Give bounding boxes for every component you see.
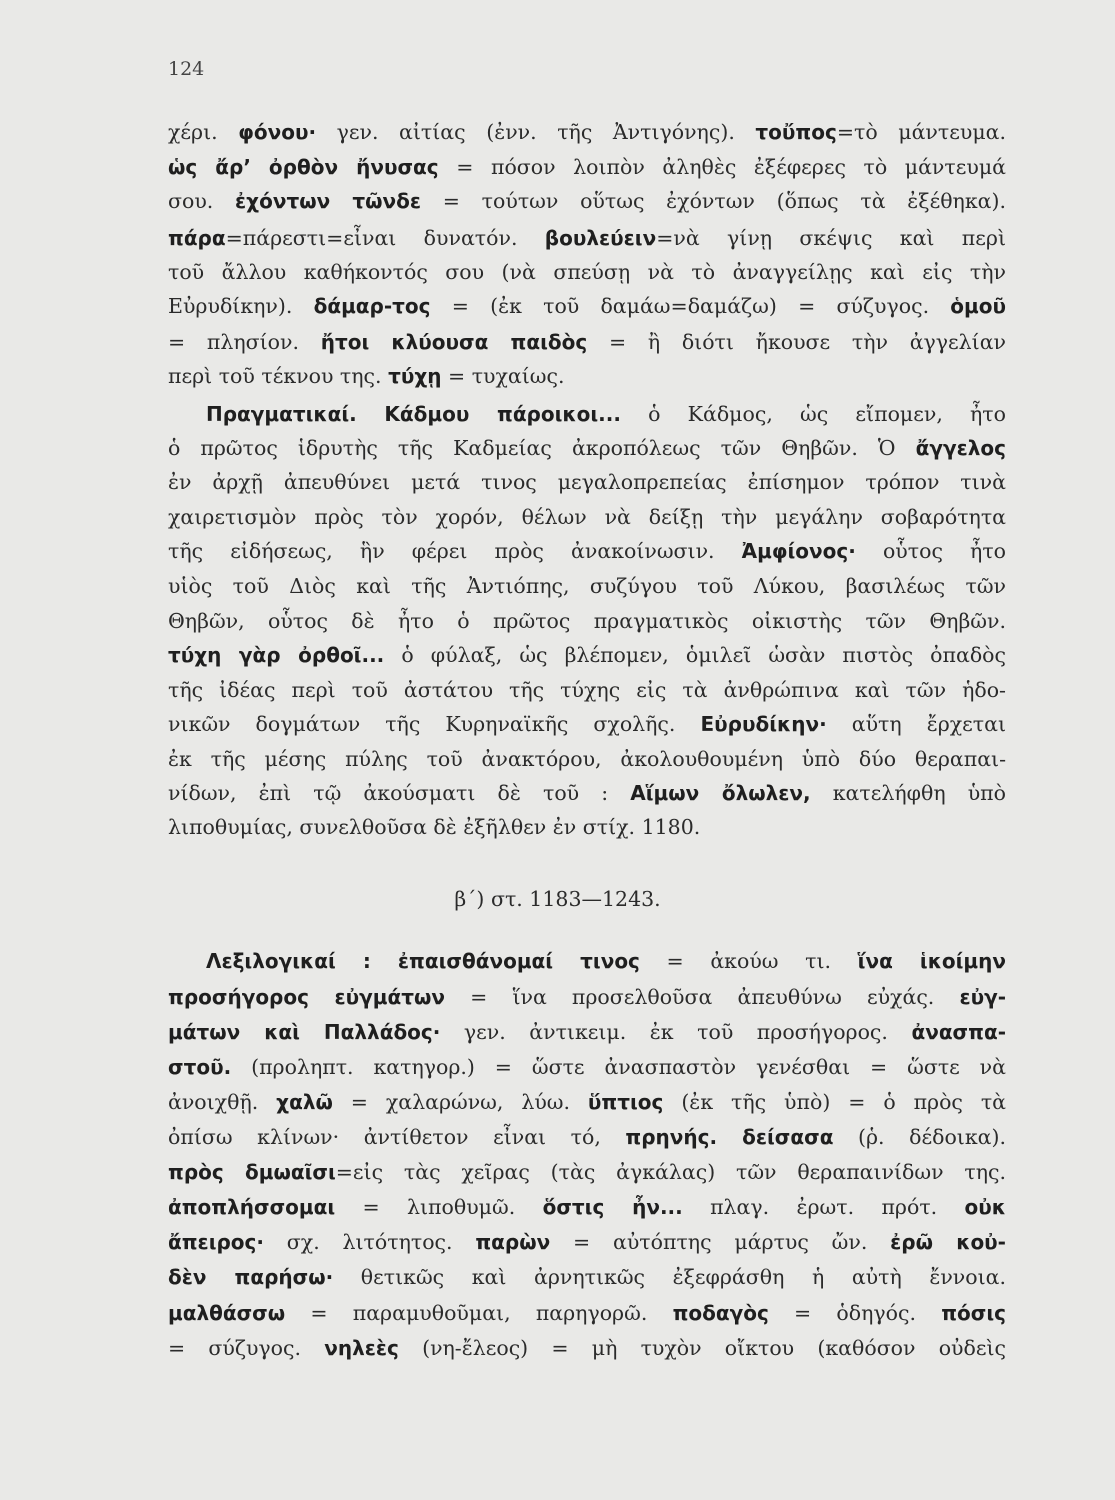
text-run: = λιποθυμῶ. (335, 1195, 543, 1219)
text-run: =πάρεστι=εἶναι δυνατόν. (225, 226, 545, 250)
bold-term: τύχῃ (388, 364, 442, 388)
text-run: νίδων, ἐπὶ τῷ ἀκούσματι δὲ τοῦ : (168, 781, 631, 805)
bold-term: Λεξιλογικαί : ἐπαισθάνομαί τινος (206, 949, 640, 973)
bold-term: ἄπειρος· (168, 1230, 264, 1254)
text-run: θετικῶς καὶ ἀρνητικῶς ἐξεφράσθη ἡ αὐτὴ ἔννοια. (333, 1265, 1006, 1289)
text-run: χέρι. (168, 120, 239, 144)
page-number: 124 (168, 58, 205, 80)
text-line (168, 980, 1006, 1014)
text-line (168, 569, 1006, 603)
text-run: ἀνοιχθῇ. (168, 1090, 277, 1114)
bold-term: ὁμοῦ (950, 294, 1006, 318)
bold-term: νηλεὲς (324, 1336, 399, 1360)
bold-term: ἄγγελος (915, 436, 1006, 460)
bold-term: δάμαρ-τος (313, 294, 431, 318)
text-run: αὕτη ἔρχεται (826, 712, 1007, 736)
text-line (168, 115, 1006, 149)
text-line (168, 1296, 1006, 1330)
bold-term: ἵνα ἱκοίμην (857, 949, 1007, 973)
text-line (168, 638, 1006, 672)
text-line (168, 1225, 1006, 1259)
text-line (206, 397, 1006, 431)
text-run: = ὁδηγός. (768, 1301, 942, 1325)
bold-term: βουλεύειν (544, 226, 657, 250)
text-line (168, 465, 1006, 499)
text-run: ὁ Κάδμος, ὡς εἴπομεν, ἦτο (620, 402, 1006, 426)
section-heading: β΄) στ. 1183—1243. (454, 887, 661, 911)
bold-term: τοὔπος (755, 120, 837, 144)
text-run: ὁ πρῶτος ἱδρυτὴς τῆς Καδμείας ἀκροπόλεως τῶν Θηβῶν. Ὁ (168, 436, 916, 460)
bold-term: ἐρῶ κοὐ- (890, 1230, 1006, 1254)
text-line (168, 1260, 1006, 1294)
text-run: χαιρετισμὸν πρὸς τὸν χορόν, θέλων νὰ δείξῃ τὴν μεγάλην σοβαρότητα (168, 505, 1006, 529)
bold-term: πόσις (941, 1301, 1006, 1325)
bold-term: προσήγορος εὐγμάτων (168, 985, 446, 1009)
text-line (168, 325, 1006, 359)
text-run: γεν. ἀντικειμ. ἐκ τοῦ προσήγορος. (440, 1020, 912, 1044)
text-line (168, 1331, 1006, 1365)
bold-term: Εὐρυδίκην· (700, 712, 827, 736)
text-line (168, 742, 1006, 776)
bold-term: χαλῶ (276, 1090, 333, 1114)
text-run: = πλησίον. (168, 330, 321, 354)
text-line (168, 776, 1006, 810)
text-line (168, 534, 1006, 568)
bold-term: ἐχόντων τῶνδε (235, 189, 422, 213)
bold-term: παρὼν (475, 1230, 551, 1254)
text-run: σχ. λιτότητος. (264, 1230, 476, 1254)
text-line (206, 944, 1006, 978)
text-run: τοῦ ἄλλου καθήκοντός σου (νὰ σπεύσῃ νὰ τὸ ἀναγγείλῃς καὶ εἰς τὴν (168, 260, 1006, 284)
text-line (168, 150, 1006, 184)
text-line (168, 289, 1006, 323)
text-run: = παραμυθοῦμαι, παρηγορῶ. (285, 1301, 673, 1325)
text-line (168, 221, 1006, 255)
bold-term: στοῦ. (168, 1055, 232, 1079)
bold-term: ἤτοι κλύουσα παιδὸς (320, 330, 588, 354)
text-run: = τούτων οὕτως ἐχόντων (ὅπως τὰ ἐξέθηκα). (421, 189, 1006, 213)
bold-term: πρηνής. δείσασα (625, 1125, 834, 1149)
bold-term: τύχη γὰρ ὀρθοῖ... (168, 643, 385, 667)
text-line (168, 1155, 1006, 1189)
bold-term: ἀνασπα- (911, 1020, 1006, 1044)
text-run: λιποθυμίας, συνελθοῦσα δὲ ἐξῆλθεν ἐν στίχ. 1180. (168, 815, 701, 839)
text-run: (ῥ. δέδοικα). (833, 1125, 1007, 1149)
text-run: ὁ φύλαξ, ὡς βλέπομεν, ὁμιλεῖ ὡσὰν πιστὸς ὀπαδὸς (384, 643, 1007, 667)
text-run: σου. (168, 189, 236, 213)
text-run: = ἢ διότι ἤκουσε τὴν ἀγγελίαν (587, 330, 1006, 354)
text-run: τῆς ἰδέας περὶ τοῦ ἀστάτου τῆς τύχης εἰς τὰ ἀνθρώπινα καὶ τῶν ἡδο- (168, 678, 1006, 702)
bold-term: φόνου· (238, 120, 317, 144)
text-run: = αὐτόπτης μάρτυς ὤν. (550, 1230, 891, 1254)
bold-term: μάτων καὶ Παλλάδος· (168, 1020, 441, 1044)
text-run: =εἰς τὰς χεῖρας (τὰς ἀγκάλας) τῶν θεραπαινίδων της. (335, 1160, 1007, 1184)
text-run: (προληπτ. κατηγορ.) = ὥστε ἀνασπαστὸν γενέσθαι = ὥστε νὰ (231, 1055, 1006, 1079)
bold-term: πάρα (168, 226, 226, 250)
text-run: = σύζυγος. (168, 1336, 325, 1360)
text-line (168, 500, 1006, 534)
bold-term: ὅστις ἦν... (542, 1195, 683, 1219)
text-run: = τυχαίως. (441, 364, 565, 388)
text-line (168, 1015, 1006, 1049)
text-run: πλαγ. ἐρωτ. πρότ. (682, 1195, 965, 1219)
text-run: = (ἐκ τοῦ δαμάω=δαμάζω) = σύζυγος. (430, 294, 951, 318)
text-run: Θηβῶν, οὗτος δὲ ἦτο ὁ πρῶτος πραγματικὸς οἰκιστὴς τῶν Θηβῶν. (168, 609, 1006, 633)
text-run: περὶ τοῦ τέκνου της. (168, 364, 389, 388)
text-run: = ἵνα προσελθοῦσα ἀπευθύνω εὐχάς. (445, 985, 960, 1009)
text-run: κατελήφθη ὑπὸ (810, 781, 1006, 805)
bold-term: Αἵμων ὄλωλεν, (630, 781, 811, 805)
bold-term: εὐγ- (959, 985, 1006, 1009)
text-run: υἱὸς τοῦ Διὸς καὶ τῆς Ἀντιόπης, συζύγου τοῦ Λύκου, βασιλέως τῶν (168, 574, 1006, 598)
text-line (168, 431, 1006, 465)
bold-term: ὕπτιος (587, 1090, 664, 1114)
text-run: =νὰ γίνῃ σκέψις καὶ περὶ (656, 226, 1006, 250)
text-run: γεν. αἰτίας (ἐνν. τῆς Ἀντιγόνης). (316, 120, 756, 144)
text-line (168, 1120, 1006, 1154)
text-run: ἐκ τῆς μέσης πύλης τοῦ ἀνακτόρου, ἀκολουθουμένη ὑπὸ δύο θεραπαι- (168, 747, 1006, 771)
bold-term: ποδαγὸς (672, 1301, 769, 1325)
text-run: τῆς εἰδήσεως, ἣν φέρει πρὸς ἀνακοίνωσιν. (168, 539, 742, 563)
text-run: ὀπίσω κλίνων· ἀντίθετον εἶναι τό, (168, 1125, 626, 1149)
text-run: = χαλαρώνω, λύω. (332, 1090, 588, 1114)
text-run: =τὸ μάντευμα. (836, 120, 1006, 144)
bold-term: μαλθάσσω (168, 1301, 286, 1325)
text-line (168, 184, 1006, 218)
text-run: οὗτος ἦτο (855, 539, 1007, 563)
bold-term: οὐκ (964, 1195, 1006, 1219)
text-line (168, 673, 1006, 707)
text-run: = πόσον λοιπὸν ἀληθὲς ἐξέφερες τὸ μάντευμά (438, 155, 1006, 179)
text-run: Εὐρυδίκην). (168, 294, 314, 318)
text-line (168, 1085, 1006, 1119)
text-run: (ἐκ τῆς ὑπὸ) = ὁ πρὸς τὰ (663, 1090, 1007, 1114)
text-run: = ἀκούω τι. (639, 949, 858, 973)
bold-term: Πραγματικαί. Κάδμου πάροικοι... (206, 402, 621, 426)
bold-term: Ἀμφίονος· (741, 539, 856, 563)
text-line (168, 1050, 1006, 1084)
text-line (168, 1190, 1006, 1224)
bold-term: δὲν παρήσω· (168, 1265, 334, 1289)
text-line (168, 255, 1006, 289)
bold-term: πρὸς δμωαῖσι (168, 1160, 336, 1184)
text-line (168, 810, 1006, 844)
text-line (168, 604, 1006, 638)
bold-term: ἀποπλήσσομαι (168, 1195, 336, 1219)
text-line (168, 359, 1006, 393)
text-run: νικῶν δογμάτων τῆς Κυρηναϊκῆς σχολῆς. (168, 712, 701, 736)
text-run: (νη-ἔλεος) = μὴ τυχὸν οἴκτου (καθόσον οὐδεὶς (398, 1336, 1006, 1360)
text-run: ἐν ἀρχῇ ἀπευθύνει μετά τινος μεγαλοπρεπείας ἐπίσημον τρόπον τινὰ (168, 470, 1006, 494)
bold-term: ὡς ἄρ’ ὀρθὸν ἤνυσας (168, 155, 439, 179)
text-line (168, 707, 1006, 741)
